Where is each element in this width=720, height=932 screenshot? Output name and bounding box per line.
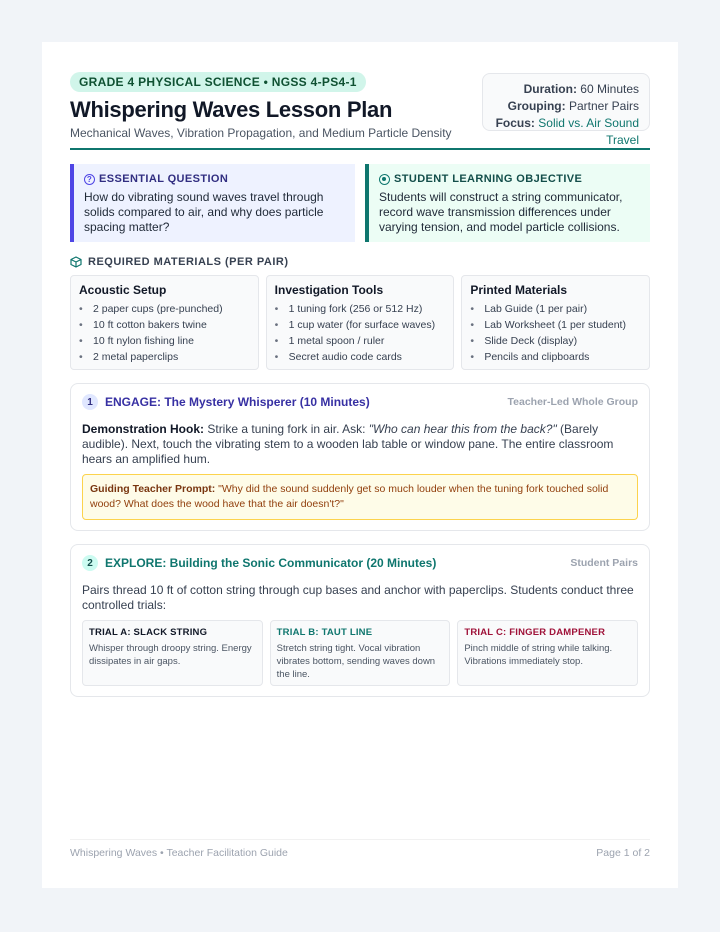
- trial-title: TRIAL C: FINGER DAMPENER: [464, 627, 606, 638]
- step-number-badge: 1: [82, 394, 98, 410]
- grade-standard-badge: GRADE 4 PHYSICAL SCIENCE • NGSS 4-PS4-1: [70, 72, 366, 92]
- materials-grid: [70, 275, 650, 370]
- question-circle-icon: ?: [84, 174, 95, 185]
- list-item: • Lab Worksheet (1 per student): [470, 317, 641, 333]
- trial-text: Pinch middle of string while talking. Vibrations immediately stop.: [464, 643, 613, 667]
- duration-value: 60 Minutes: [580, 82, 639, 96]
- list-item: • Lab Guide (1 per pair): [470, 301, 641, 317]
- explore-header: [82, 555, 638, 571]
- explore-title: EXPLORE: Building the Sonic Communicator (20 Minutes): [105, 556, 437, 570]
- trial-card-a: [82, 620, 263, 686]
- learning-objective-text: Students will construct a string communicator, record wave transmission differences under varying tension, and model particle collisions.: [379, 190, 623, 234]
- step-number-badge: 2: [82, 555, 98, 571]
- question-objective-row: [70, 164, 650, 242]
- engage-title: ENGAGE: The Mystery Whisperer (10 Minutes): [105, 395, 370, 409]
- page-title: Whispering Waves Lesson Plan: [70, 97, 393, 122]
- focus-value: Solid vs. Air Sound Travel: [538, 116, 639, 147]
- list-item: • 10 ft cotton bakers twine: [79, 317, 250, 333]
- page-footer: [70, 839, 650, 859]
- list-item: • 10 ft nylon fishing line: [79, 333, 250, 349]
- grouping-row: Grouping: Partner Pairs: [507, 99, 639, 113]
- focus-row: Focus: Solid vs. Air Sound Travel: [495, 116, 639, 147]
- materials-card-printed-materials: [461, 275, 650, 370]
- essential-question-heading: ESSENTIAL QUESTION: [99, 173, 229, 185]
- document-page: [42, 42, 678, 888]
- target-icon: [379, 174, 390, 185]
- materials-card-title: Investigation Tools: [274, 283, 384, 297]
- engage-mode-label: Teacher-Led Whole Group: [507, 396, 638, 408]
- learning-objective-card: [365, 164, 650, 242]
- materials-list: [79, 301, 250, 365]
- trial-card-b: [270, 620, 451, 686]
- engage-header: [82, 394, 638, 410]
- grouping-value: Partner Pairs: [568, 99, 639, 113]
- learning-objective-heading: STUDENT LEARNING OBJECTIVE: [394, 173, 583, 185]
- list-item: • 2 metal paperclips: [79, 349, 250, 365]
- essential-question-card: [70, 164, 355, 242]
- guiding-teacher-prompt: Guiding Teacher Prompt: "Why did the sound suddenly get so much louder when the tuning fork touched solid wood? What does the wood have that the air doesn't?": [82, 474, 638, 520]
- lesson-meta-box: [482, 73, 650, 147]
- materials-list: [470, 301, 641, 365]
- page-number: Page 1 of 2: [596, 847, 650, 859]
- materials-heading-row: [70, 256, 650, 268]
- list-item: • Secret audio code cards: [275, 349, 446, 365]
- page-content: [70, 72, 650, 697]
- hook-quote: "Who can hear this from the back?": [368, 422, 557, 436]
- list-item: • Pencils and clipboards: [470, 349, 641, 365]
- trial-title: TRIAL B: TAUT LINE: [276, 627, 373, 638]
- list-item: • 1 metal spoon / ruler: [275, 333, 446, 349]
- cube-icon: [70, 256, 82, 268]
- materials-card-investigation-tools: [266, 275, 455, 370]
- materials-card-acoustic-setup: [70, 275, 259, 370]
- essential-question-text: How do vibrating sound waves travel through solids compared to air, and why does particle spacing matter?: [84, 190, 324, 234]
- trial-card-c: [457, 620, 638, 686]
- list-item: • 2 paper cups (pre-punched): [79, 301, 250, 317]
- materials-heading: REQUIRED MATERIALS (PER PAIR): [88, 256, 289, 268]
- trial-text: Stretch string tight. Vocal vibration vibrates bottom, sending waves down the line.: [276, 643, 436, 680]
- materials-card-title: Printed Materials: [470, 283, 568, 297]
- demonstration-hook-text: Demonstration Hook: Strike a tuning fork in air. Ask: "Who can hear this from the back?" (Barely audible). Next, touch the vibrating stem to a wooden lab table or window pane. The entire classroom hears an amplified hum.: [82, 422, 614, 466]
- list-item: • 1 cup water (for surface waves): [275, 317, 446, 333]
- engage-section: [70, 383, 650, 531]
- page-subtitle: Mechanical Waves, Vibration Propagation, and Medium Particle Density: [70, 126, 452, 140]
- trial-title: TRIAL A: SLACK STRING: [89, 627, 208, 638]
- lesson-header: [70, 72, 650, 148]
- materials-list: [275, 301, 446, 365]
- trial-text: Whisper through droopy string. Energy dissipates in air gaps.: [89, 643, 252, 667]
- explore-intro-text: Pairs thread 10 ft of cotton string through cup bases and anchor with paperclips. Students conduct three controlled trials:: [82, 583, 634, 612]
- footer-guide-title: Whispering Waves • Teacher Facilitation Guide: [70, 847, 288, 859]
- duration-row: Duration: 60 Minutes: [523, 82, 639, 96]
- explore-section: [70, 544, 650, 697]
- list-item: • 1 tuning fork (256 or 512 Hz): [275, 301, 446, 317]
- trials-row: [82, 620, 638, 686]
- list-item: • Slide Deck (display): [470, 333, 641, 349]
- explore-mode-label: Student Pairs: [570, 557, 638, 569]
- materials-card-title: Acoustic Setup: [79, 283, 167, 297]
